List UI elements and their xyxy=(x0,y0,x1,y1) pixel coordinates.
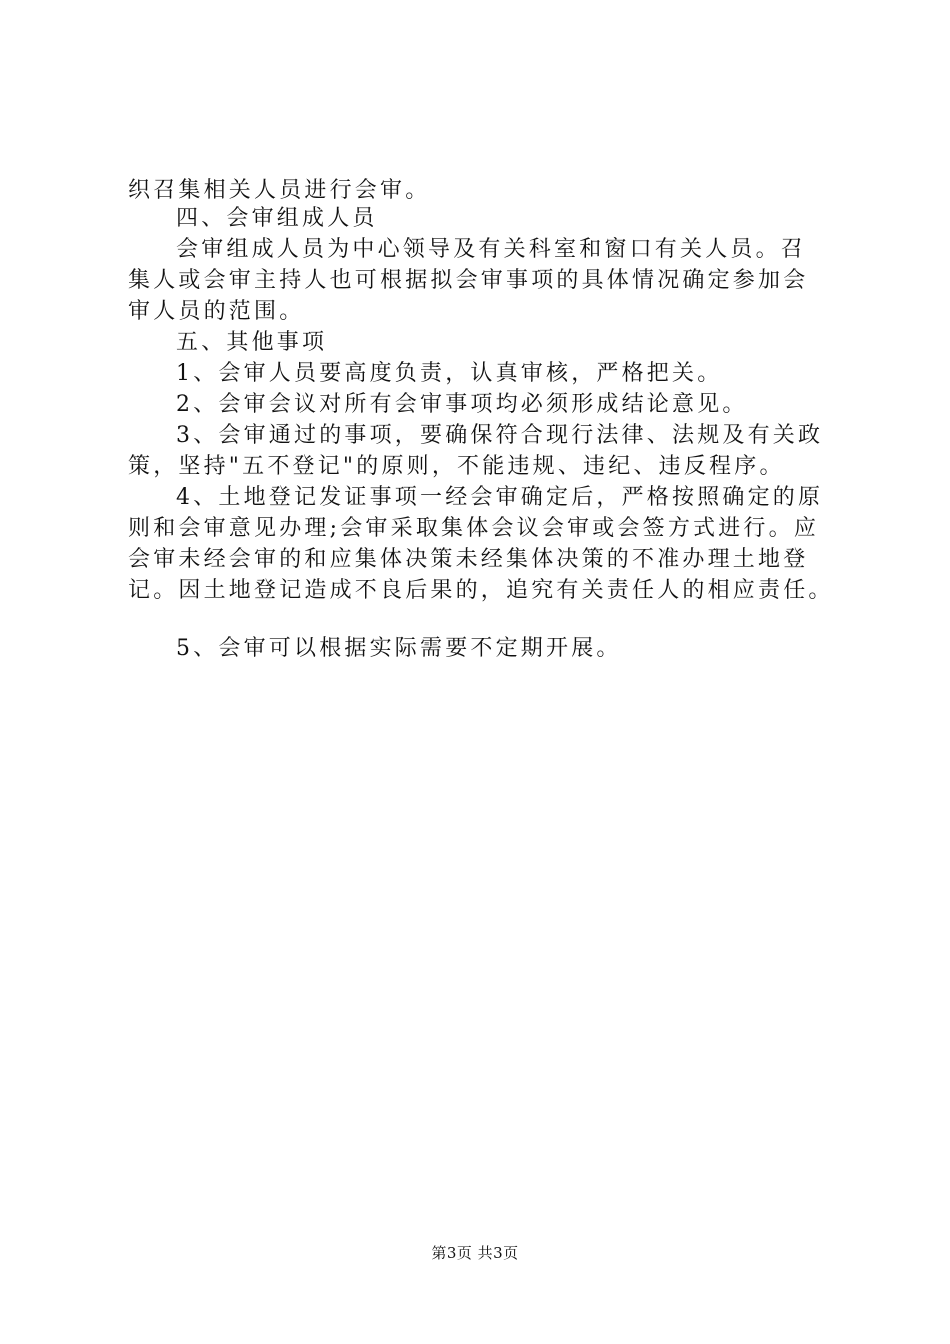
text-line-3: 会审组成人员为中心领导及有关科室和窗口有关人员。召 xyxy=(176,237,807,262)
text-line-1: 织召集相关人员进行会审。 xyxy=(128,178,431,203)
item-4-cont-1: 则和会审意见办理;会审采取集体会议会审或会签方式进行。应 xyxy=(128,516,820,541)
text-line-4: 集人或会审主持人也可根据拟会审事项的具体情况确定参加会 xyxy=(128,268,809,293)
item-3: 3、会审通过的事项，要确保符合现行法律、法规及有关政 xyxy=(176,423,824,448)
item-2: 2、会审会议对所有会审事项均必须形成结论意见。 xyxy=(176,392,748,417)
text-line-5: 审人员的范围。 xyxy=(128,299,305,324)
section-heading-5: 五、其他事项 xyxy=(176,330,328,355)
item-4-cont-2: 会审未经会审的和应集体决策未经集体决策的不准办理土地登 xyxy=(128,547,809,572)
page-number: 第3页 共3页 xyxy=(431,1244,519,1262)
item-1: 1、会审人员要高度负责，认真审核，严格把关。 xyxy=(176,361,723,386)
section-heading-4: 四、会审组成人员 xyxy=(176,206,378,231)
item-4-cont-3: 记。因土地登记造成不良后果的，追究有关责任人的相应责任。 xyxy=(128,578,834,603)
item-4: 4、土地登记发证事项一经会审确定后，严格按照确定的原 xyxy=(176,485,824,510)
item-5: 5、会审可以根据实际需要不定期开展。 xyxy=(176,636,622,661)
item-3-cont: 策，坚持"五不登记"的原则，不能违规、违纪、违反程序。 xyxy=(128,454,785,479)
